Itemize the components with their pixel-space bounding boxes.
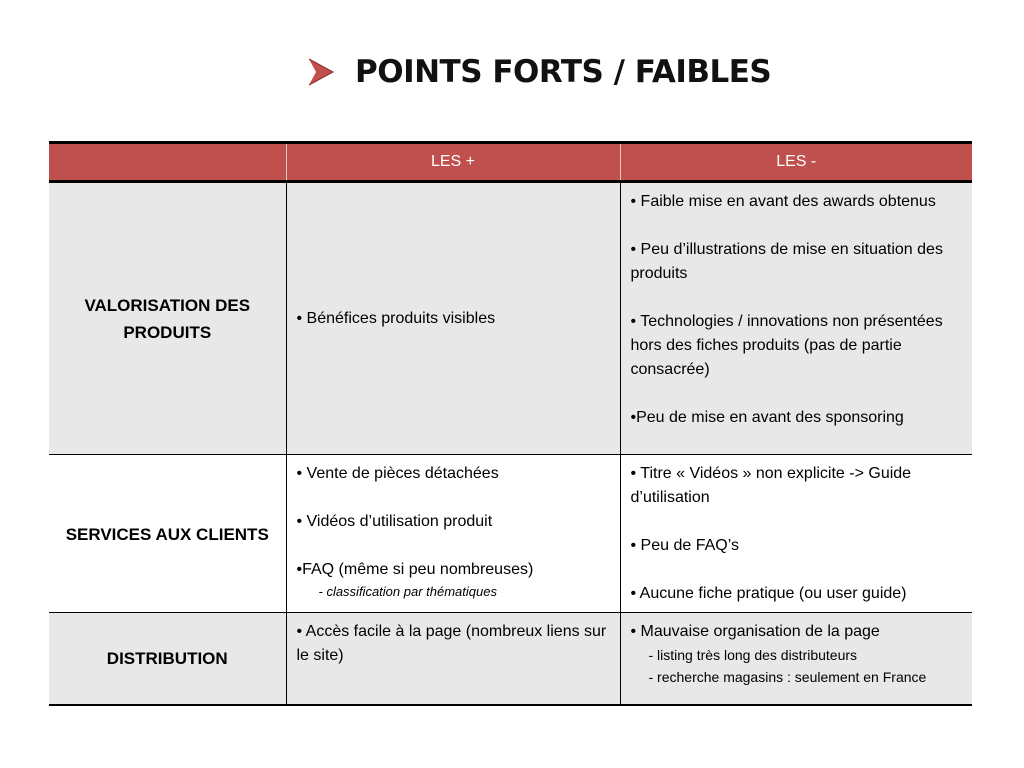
- list-subitem: - listing très long des distributeurs: [648, 647, 858, 663]
- minus-cell: [620, 182, 972, 455]
- list-item: • Technologies / innovations non présentées hors des fiches produits (pas de partie consacrée): [630, 313, 943, 378]
- slide-title-block: [307, 50, 771, 94]
- list-item: • Titre « Vidéos » non explicite -> Guide d’utilisation: [630, 465, 912, 506]
- table-header-row: [49, 143, 972, 182]
- list-item: • Mauvaise organisation de la page: [630, 623, 880, 640]
- header-plus: LES +: [286, 143, 620, 182]
- arrow-bullet-icon: [307, 57, 335, 87]
- plus-cell: [286, 182, 620, 455]
- list-item: • Accès facile à la page (nombreux liens sur le site): [296, 623, 607, 664]
- list-item: • Peu d’illustrations de mise en situation des produits: [630, 241, 943, 282]
- list-item: • Aucune fiche pratique (ou user guide): [630, 585, 907, 602]
- row-label: SERVICES AUX CLIENTS: [49, 455, 286, 613]
- header-empty: [49, 143, 286, 182]
- table-row: [49, 613, 972, 705]
- list-item: •FAQ (même si peu nombreuses): [296, 561, 534, 578]
- list-subitem: - classification par thématiques: [318, 584, 497, 599]
- row-label: VALORISATION DES PRODUITS: [49, 182, 286, 455]
- table-row: [49, 182, 972, 455]
- list-subitem: - recherche magasins : seulement en France: [648, 669, 927, 685]
- list-item: • Vidéos d’utilisation produit: [296, 513, 493, 530]
- minus-cell: [620, 613, 972, 705]
- strengths-weaknesses-table: [49, 141, 972, 706]
- list-item: • Faible mise en avant des awards obtenus: [630, 193, 936, 210]
- row-label: DISTRIBUTION: [49, 613, 286, 705]
- plus-cell: [286, 613, 620, 705]
- header-minus: LES -: [620, 143, 972, 182]
- plus-cell: [286, 455, 620, 613]
- list-item: •Peu de mise en avant des sponsoring: [630, 409, 904, 426]
- slide-title: POINTS FORTS / FAIBLES: [355, 54, 772, 90]
- minus-cell: [620, 455, 972, 613]
- table-row: [49, 455, 972, 613]
- list-item: • Bénéfices produits visibles: [296, 310, 496, 327]
- list-item: • Vente de pièces détachées: [296, 465, 499, 482]
- list-item: • Peu de FAQ’s: [630, 537, 739, 554]
